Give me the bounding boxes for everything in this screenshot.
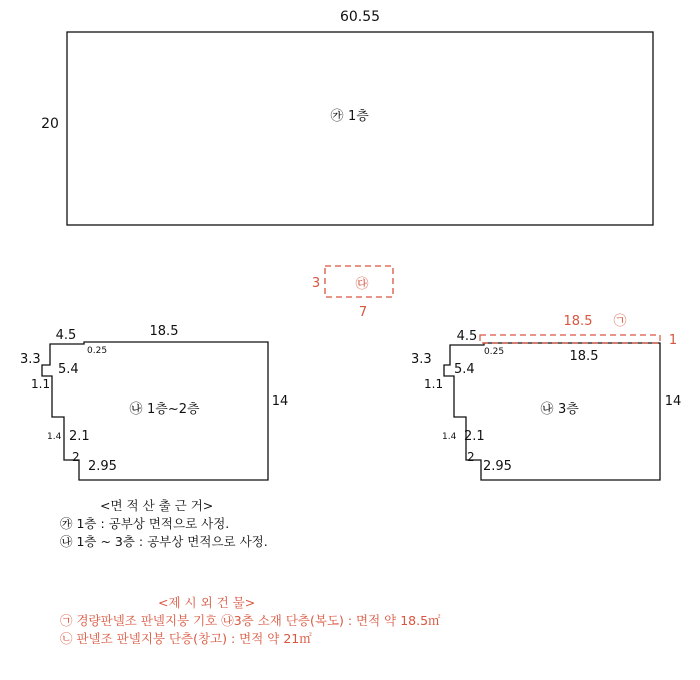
- na-left-right: 14: [271, 394, 289, 409]
- building-da-height: 3: [311, 276, 321, 291]
- building-da-width: 7: [358, 305, 368, 320]
- na-right-left-top: 3.3: [411, 352, 432, 367]
- calc-basis-section: [60, 497, 268, 551]
- building-ga-width: 60.55: [339, 9, 381, 25]
- na-left-label: 1층~2층: [147, 402, 200, 417]
- building-da-symbol: ㉰: [355, 277, 369, 292]
- na-left-step2: 1.4: [47, 432, 62, 442]
- na-right-mid2: 2.1: [464, 429, 485, 444]
- na-left-symbol: ㉯: [129, 402, 143, 417]
- na-right-bottom: 2.95: [483, 459, 512, 474]
- calc-basis-heading: <면 적 산 출 근 거>: [100, 498, 214, 513]
- excluded-line-2: ㉡ 판넬조 판넬지붕 단층(창고) : 면적 약 21㎡: [60, 631, 312, 646]
- na-left-left-top: 3.3: [20, 352, 41, 367]
- na-left-step1: 1.1: [31, 377, 51, 391]
- building-ga-symbol: ㉮: [330, 109, 344, 124]
- na-left-step3: 2: [72, 450, 80, 464]
- na-right-label: 3층: [558, 402, 579, 417]
- extension-depth: 1: [668, 333, 678, 348]
- building-ga-outline: [67, 32, 653, 225]
- na-left-top: 18.5: [149, 324, 179, 339]
- na-right-symbol: ㉯: [540, 402, 554, 417]
- calc-basis-line-2: ㉯ 1층 ~ 3층 : 공부상 면적으로 사정.: [60, 534, 268, 549]
- building-ga-label: 1층: [348, 109, 369, 124]
- na-right-notch: 0.25: [484, 347, 505, 357]
- na-right-top: 18.5: [569, 349, 599, 364]
- extension-width: 18.5: [563, 314, 593, 329]
- na-right-left-mid: 5.4: [454, 362, 475, 377]
- na-right-extension-outline: [480, 335, 660, 343]
- na-left-mid2: 2.1: [69, 429, 90, 444]
- na-left-top-step: 4.5: [55, 328, 77, 343]
- extension-symbol: ㉠: [613, 314, 627, 329]
- na-left-bottom: 2.95: [88, 459, 117, 474]
- na-right-step1: 1.1: [424, 377, 444, 391]
- calc-basis-line-1: ㉮ 1층 : 공부상 면적으로 사정.: [60, 516, 230, 531]
- na-right-step2: 1.4: [442, 432, 457, 442]
- na-left-notch: 0.25: [87, 346, 108, 356]
- na-right-step3: 2: [467, 450, 475, 464]
- na-right-right: 14: [664, 394, 682, 409]
- excluded-heading: <제 시 외 건 물>: [158, 595, 256, 610]
- na-right-top-step: 4.5: [456, 329, 478, 344]
- excluded-line-1: ㉠ 경량판넬조 판넬지붕 기호 ㉯3층 소재 단층(복도) : 면적 약 18.5㎡: [60, 613, 441, 628]
- excluded-section: [60, 594, 441, 648]
- building-ga-height: 20: [41, 116, 59, 132]
- na-left-left-mid: 5.4: [58, 362, 79, 377]
